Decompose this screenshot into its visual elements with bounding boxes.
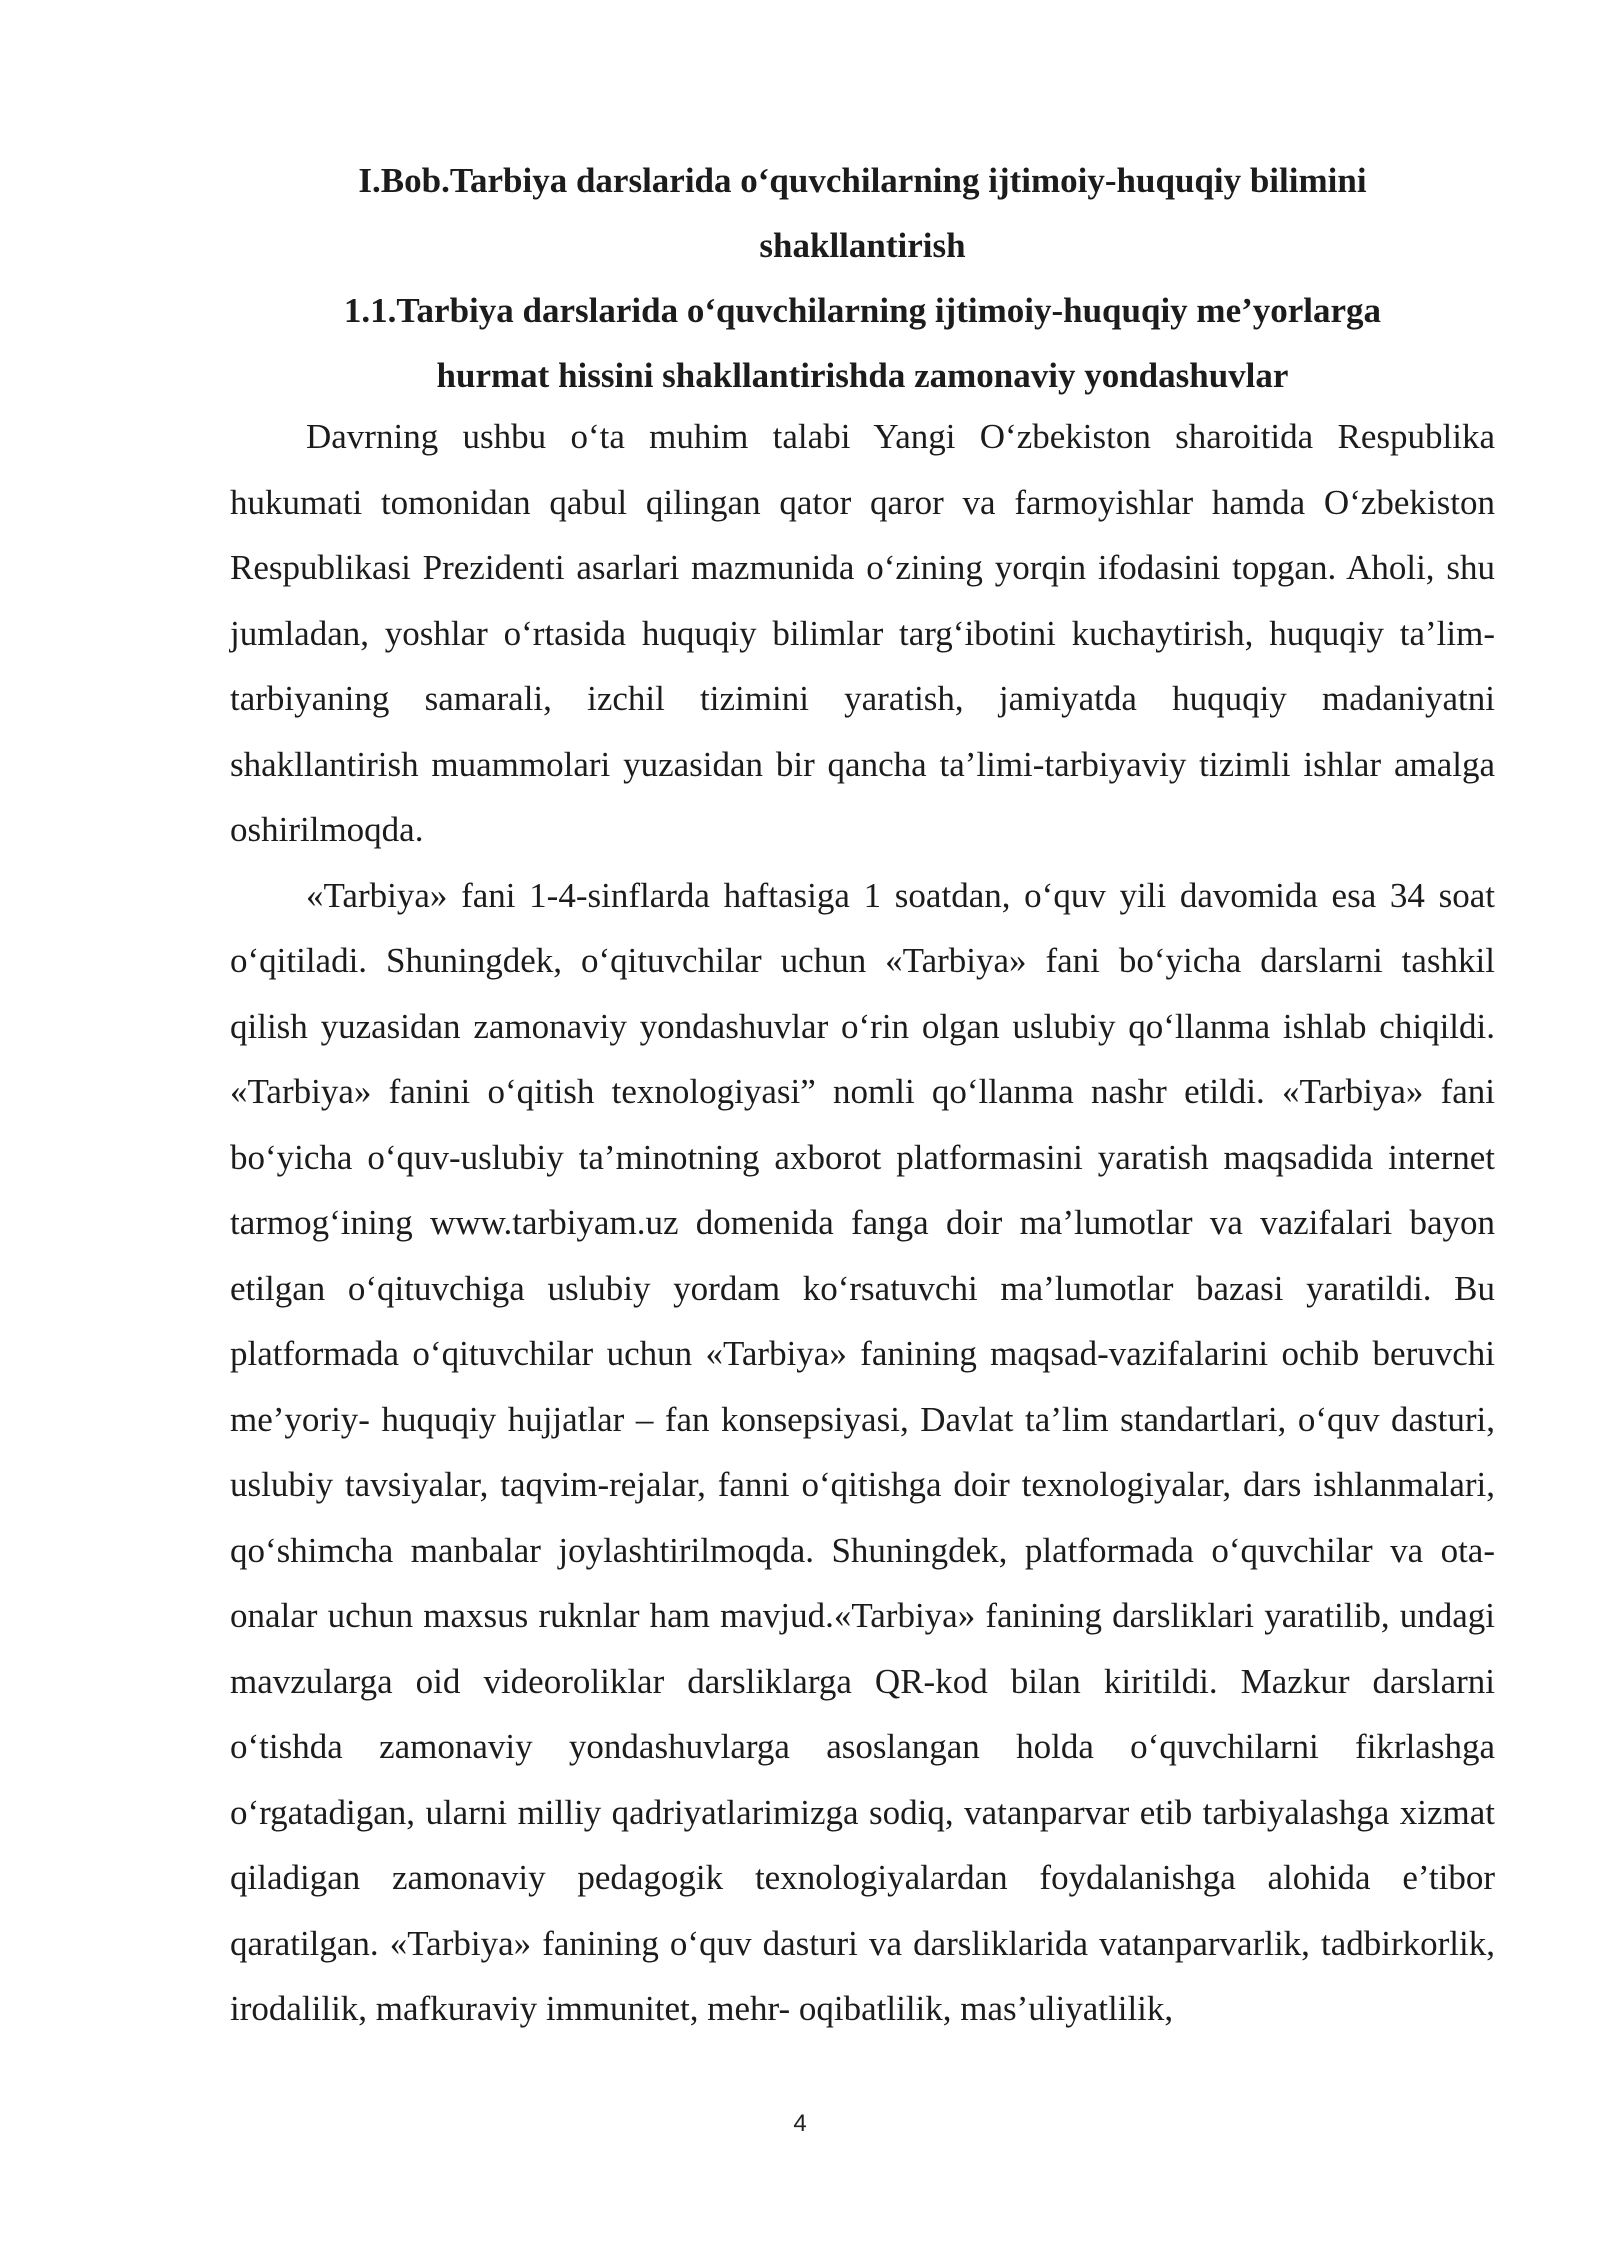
page-number: 4 bbox=[793, 2110, 807, 2137]
section-title-line-2: hurmat hissini shakllantirishda zamonaviy yondashuvlar bbox=[436, 356, 1289, 395]
headings-block bbox=[230, 148, 1495, 408]
paragraph-1: Davrning ushbu o‘ta muhim talabi Yangi O‘zbekiston sharoitida Respublika hukumati tomonidan qabul qilingan qator qaror va farmoyishlar hamda O‘zbekiston Respublikasi Prezidenti asarlari mazmunida o‘zining yorqin ifodasini topgan. Aholi, shu jumladan, yoshlar o‘rtasida huquqiy bilimlar targ‘ibotini kuchaytirish, huquqiy ta’lim-tarbiyaning samarali, izchil tizimini yaratish, jamiyatda huquqiy madaniyatni shakllantirish muammolari yuzasidan bir qancha ta’limi-tarbiyaviy tizimli ishlar amalga oshirilmoqda. bbox=[230, 417, 1495, 849]
body-text bbox=[230, 404, 1495, 2042]
chapter-title-line-2: shakllantirish bbox=[759, 226, 966, 265]
chapter-title-line-1: I.Bob.Tarbiya darslarida o‘quvchilarning ijtimoiy-huquqiy bilimini bbox=[358, 161, 1367, 200]
section-title-line-1: 1.1.Tarbiya darslarida o‘quvchilarning ijtimoiy-huquqiy me’yorlarga bbox=[343, 291, 1382, 330]
paragraph-2: «Tarbiya» fani 1-4-sinflarda haftasiga 1 soatdan, o‘quv yili davomida esa 34 soat o‘qitiladi. Shuningdek, o‘qituvchilar uchun «Tarbiya» fani bo‘yicha darslarni tashkil qilish yuzasidan zamonaviy yondashuvlar o‘rin olgan uslubiy qo‘llanma ishlab chiqildi. «Tarbiya» fanini o‘qitish texnologiyasi” nomli qo‘llanma nashr etildi. «Tarbiya» fani bo‘yicha o‘quv-uslubiy ta’minotning axborot platformasini yaratish maqsadida internet tarmog‘ining www.tarbiyam.uz domenida fanga doir ma’lumotlar va vazifalari bayon etilgan o‘qituvchiga uslubiy yordam ko‘rsatuvchi ma’lumotlar bazasi yaratildi. Bu platformada o‘qituvchilar uchun «Tarbiya» fanining maqsad-vazifalarini ochib beruvchi me’yoriy- huquqiy hujjatlar – fan konsepsiyasi, Davlat ta’lim standartlari, o‘quv dasturi, uslubiy tavsiyalar, taqvim-rejalar, fanni o‘qitishga doir texnologiyalar, dars ishlanmalari, qo‘shimcha manbalar joylashtirilmoqda. Shuningdek, platformada o‘quvchilar va ota-onalar uchun maxsus ruknlar ham mavjud.«Tarbiya» fanining darsliklari yaratilib, undagi mavzularga oid videoroliklar darsliklarga QR-kod bilan kiritildi. Mazkur darslarni o‘tishda zamonaviy yondashuvlarga asoslangan holda o‘quvchilarni fikrlashga o‘rgatadigan, ularni milliy qadriyatlarimizga sodiq, vatanparvar etib tarbiyalashga xizmat qiladigan zamonaviy pedagogik texnologiyalardan foydalanishga alohida e’tibor qaratilgan. «Tarbiya» fanining o‘quv dasturi va darsliklarida vatanparvarlik, tadbirkorlik, irodalilik, mafkuraviy immunitet, mehr- oqibatlilik, mas’uliyatlilik, bbox=[230, 875, 1495, 2028]
